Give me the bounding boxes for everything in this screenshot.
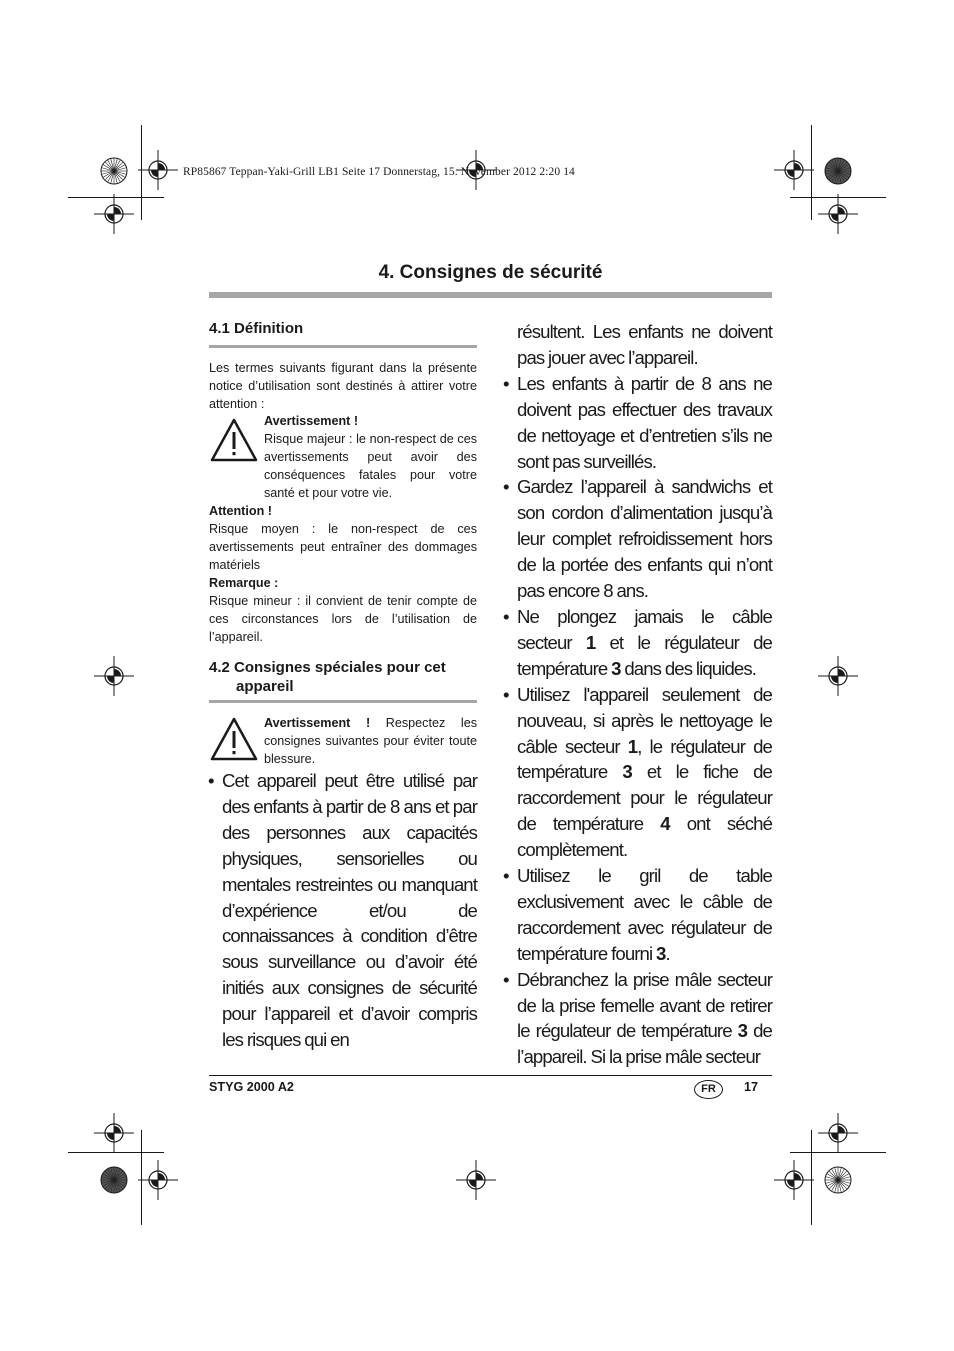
bullet-text: et le fiche de raccordement pour le régulateur de température	[517, 761, 772, 835]
bullet-glyph: •	[208, 770, 214, 791]
footer-rule	[209, 1075, 772, 1076]
bullet-glyph: •	[503, 476, 509, 498]
special-warning	[264, 714, 477, 768]
bullet-text: de l’appareil. Si la prise mâle secteur	[517, 1020, 772, 1068]
bullet-text: .	[665, 942, 670, 964]
warning-triangle-icon	[209, 716, 259, 762]
bullet-text: Les enfants à partir de 8 ans ne doivent pas effectuer des travaux de nettoyage et d’entretien s’ils ne sont pas surveillés.	[517, 372, 772, 472]
bullet-glyph: •	[503, 605, 509, 627]
bullet-text: Utilisez l'appareil seulement de nouveau, si après le nettoyage le câble secteur	[517, 683, 772, 757]
special-heading-line1: 4.2 Consignes spéciales pour cet	[209, 659, 446, 676]
part-number: 3	[622, 761, 632, 783]
color-disc-icon	[824, 1166, 852, 1194]
color-disc-icon	[100, 1166, 128, 1194]
warning-text: Risque majeur : le non-respect de ces avertissements peut avoir des conséquences fatales pour votre santé et pour votre vie.	[264, 432, 477, 500]
special-heading-rule	[209, 700, 477, 703]
bullet-glyph: •	[503, 372, 509, 394]
bullet-text: dans des liquides.	[620, 657, 756, 679]
bullet-item	[503, 604, 772, 682]
language-badge: FR	[694, 1080, 723, 1099]
registration-mark-icon	[94, 194, 134, 234]
bullet-item	[503, 371, 772, 475]
special-heading-line2: appareil	[236, 678, 294, 695]
warning-triangle-icon	[209, 417, 259, 463]
page-number: 17	[744, 1080, 759, 1094]
registration-mark-icon	[138, 1160, 178, 1200]
footer-model: STYG 2000 A2	[209, 1080, 294, 1094]
bullet-item	[503, 967, 772, 1071]
bullet-glyph: •	[503, 683, 509, 705]
registration-mark-icon	[456, 1160, 496, 1200]
registration-mark-icon	[94, 1113, 134, 1153]
bullet-item	[208, 768, 477, 1053]
part-number: 4	[660, 813, 670, 835]
bullet-text: Ne plongez jamais le câble secteur	[517, 605, 772, 653]
print-header: RP85867 Teppan-Yaki-Grill LB1 Seite 17 Donnerstag, 15. November 2012 2:20 14	[183, 166, 575, 178]
bullet-text: et le régulateur de température	[517, 631, 772, 679]
bullet-text: Débranchez la prise mâle secteur de la prise femelle avant de retirer le régulateur de température	[517, 968, 772, 1042]
remark-title: Remarque :	[209, 576, 279, 590]
color-disc-icon	[100, 157, 128, 185]
bullet-text: Cet appareil peut être utilisé par des enfants à partir de 8 ans et par des personnes aux capacités physiques, sensorielles ou mentales restreintes ou manquant d’expérience et/ou de connaissances à condition d’être sous surveillance ou d’avoir été initiés aux consignes de sécurité pour l’appareil et d’avoir compris les risques qui en	[222, 770, 477, 1051]
bullet-text: Gardez l’appareil à sandwichs et son cordon d’alimentation jusqu’à leur complet refroidissement hors de la portée des enfants qui n’ont pas encore 8 ans.	[517, 476, 772, 602]
special-heading	[209, 658, 446, 696]
attention-title: Attention !	[209, 504, 272, 518]
part-number: 3	[656, 942, 666, 964]
bullet-item	[503, 682, 773, 863]
definition-heading-rule	[209, 345, 477, 348]
part-number: 3	[737, 1020, 748, 1042]
bullet-text: ont séché complètement.	[517, 813, 773, 861]
part-number: 1	[627, 735, 638, 757]
warning-title: Avertissement !	[264, 414, 359, 428]
special-warning-text: Respectez les consignes suivantes pour éviter toute blessure.	[264, 716, 477, 766]
registration-mark-icon	[818, 656, 858, 696]
continuation-text: résultent. Les enfants ne doivent pas jouer avec l’appareil.	[517, 321, 772, 368]
color-disc-icon	[824, 157, 852, 185]
definition-intro: Les termes suivants figurant dans la présente notice d’utilisation sont destinés à attirer votre attention :	[209, 361, 477, 411]
part-number: 1	[585, 631, 596, 653]
definition-heading: 4.1 Définition	[209, 320, 304, 337]
registration-mark-icon	[94, 656, 134, 696]
bullet-text: , le régulateur de température	[517, 735, 772, 783]
bullet-item	[503, 863, 772, 967]
right-column	[503, 319, 773, 1070]
registration-mark-icon	[818, 194, 858, 234]
special-warning-title: Avertissement !	[264, 716, 371, 730]
section-title: 4. Consignes de sécurité	[378, 262, 603, 283]
registration-mark-icon	[818, 1113, 858, 1153]
registration-mark-icon	[138, 150, 178, 190]
attention-text: Risque moyen : le non-respect de ces avertissements peut entraîner des dommages matériels	[209, 522, 477, 572]
registration-mark-icon	[774, 150, 814, 190]
bullet-text: Utilisez le gril de table exclusivement avec le câble de raccordement avec régulateur de température fourni	[517, 865, 772, 964]
bullet-item	[503, 474, 772, 604]
bullet-glyph: •	[503, 968, 509, 990]
registration-mark-icon	[774, 1160, 814, 1200]
part-number: 3	[611, 657, 621, 679]
remark-text: Risque mineur : il convient de tenir compte de ces circonstances lors de l’utilisation de l’appareil.	[209, 594, 477, 644]
bullet-glyph: •	[503, 865, 509, 887]
section-title-rule	[209, 292, 772, 298]
